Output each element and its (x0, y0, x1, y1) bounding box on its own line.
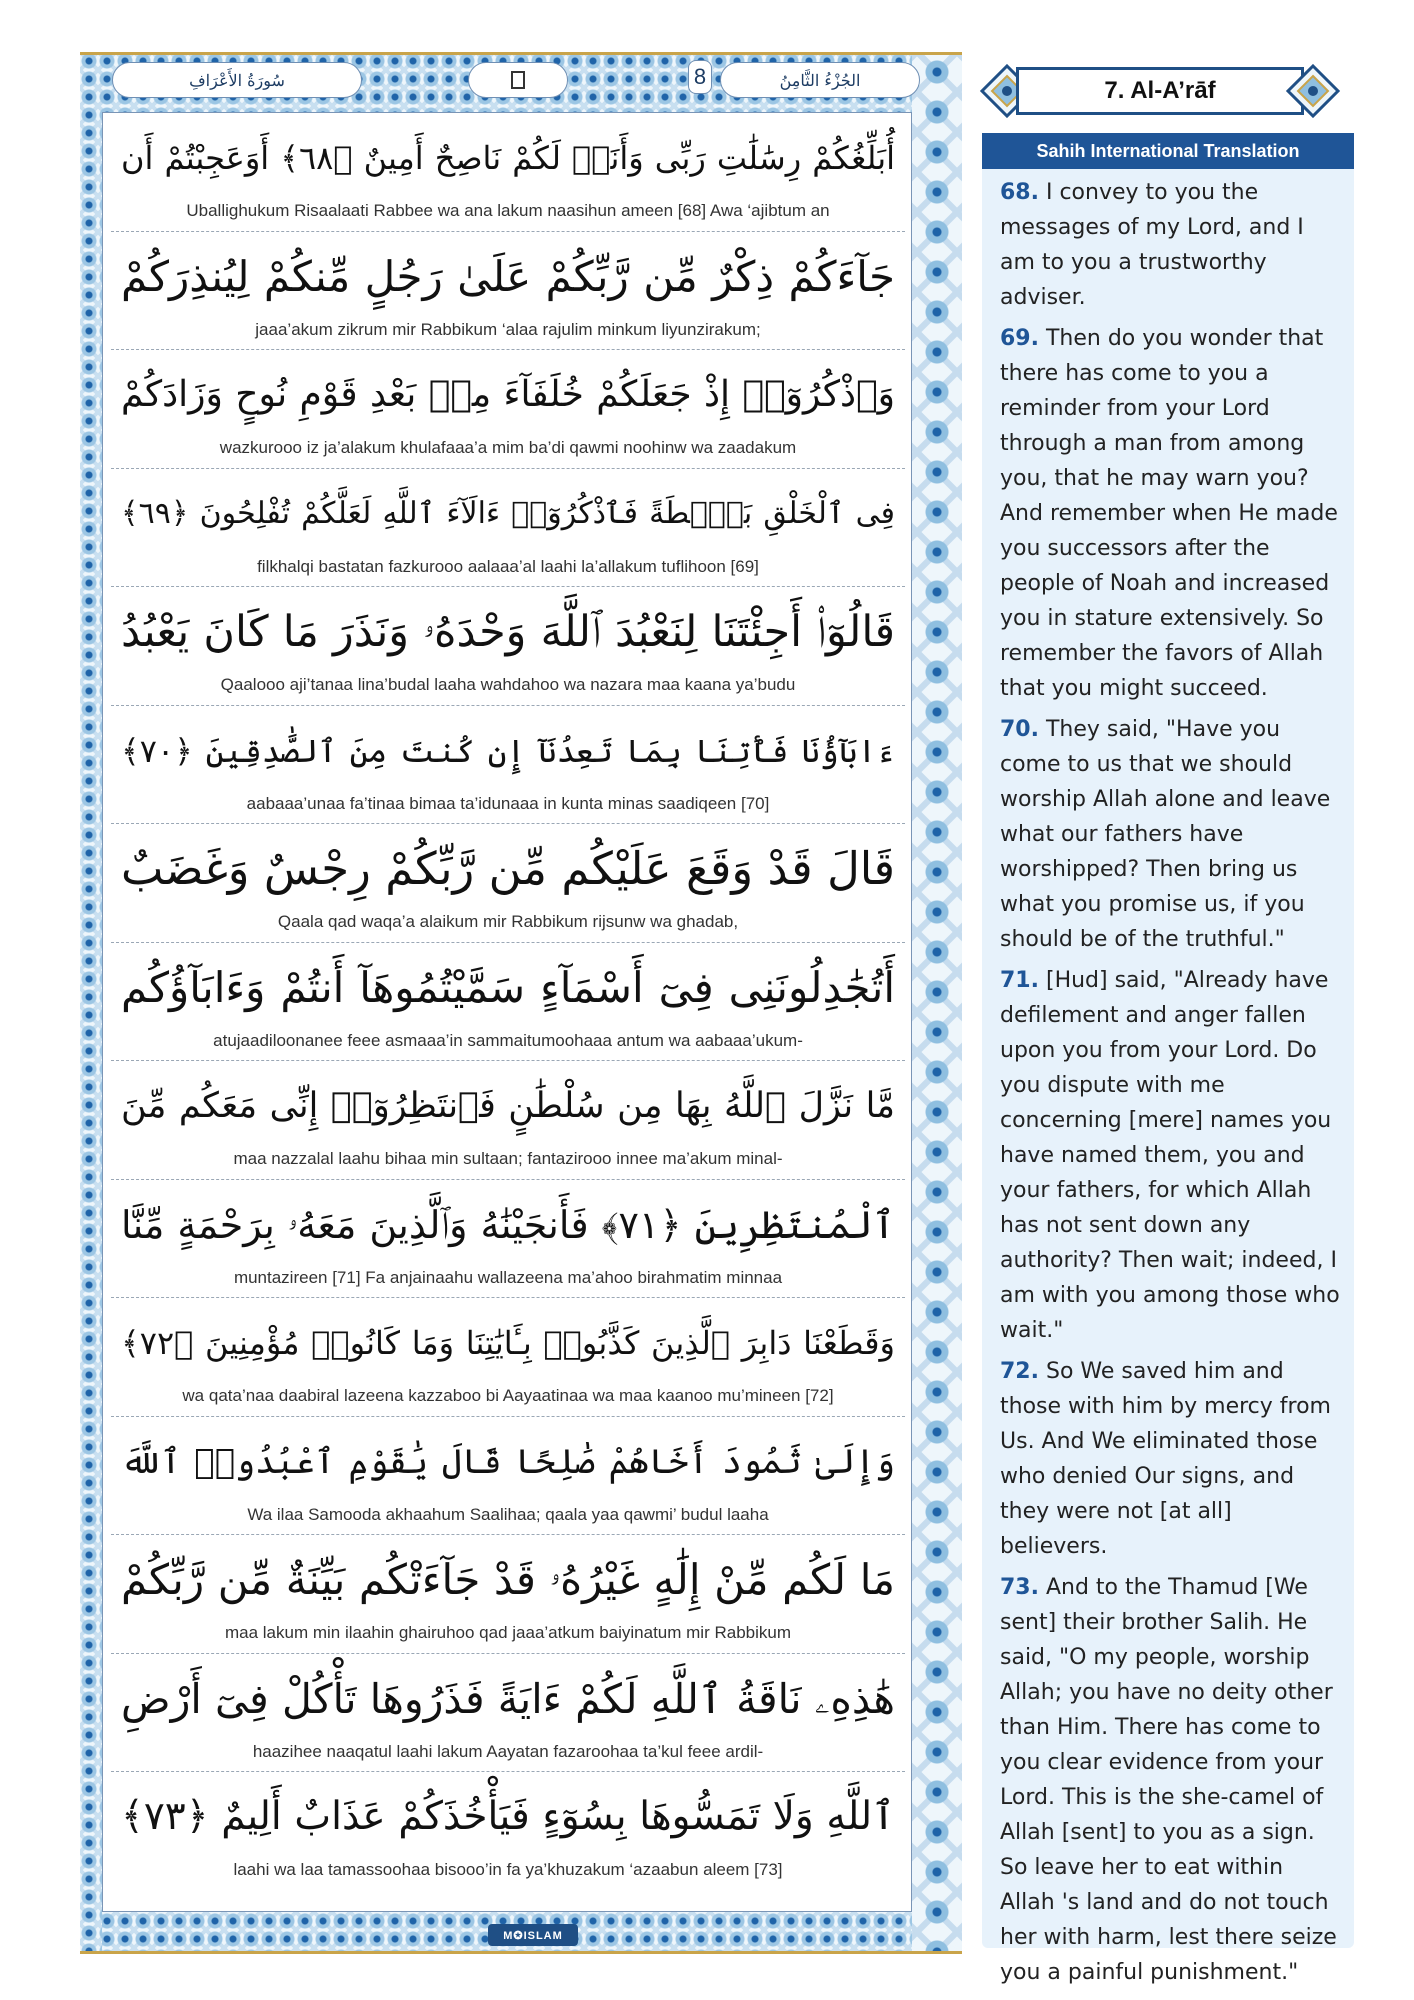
translation-body (982, 169, 1354, 1990)
verse-line (103, 232, 913, 351)
text-area (102, 112, 912, 1912)
arabic-line: ءَابَآؤُنَا فَأْتِنَا بِمَا تَعِدُنَآ إِن كُنتَ مِنَ ٱلصَّٰدِقِينَ ﴿٧٠﴾ (121, 731, 895, 770)
verse-number: 70. (1000, 717, 1039, 742)
transliteration-line: atujaadiloonanee feee asmaaa’in sammaitumoohaaa antum wa aabaaa’ukum- (213, 1030, 803, 1050)
transliteration-line: laahi wa laa tamassoohaa bisooo’in fa ya’khuzakum ‘azaabun aleem [73] (233, 1860, 783, 1879)
juz-label: الجُزْءُ الثَّامِنُ (720, 62, 920, 98)
verse-line (103, 1298, 913, 1417)
gold-rule (80, 1951, 962, 1954)
arabic-line: ٱللَّهِ وَلَا تَمَسُّوهَا بِسُوٓءٍ فَيَأْخُذَكُمْ عَذَابٌ أَلِيمٌ ﴿٧٣﴾ (121, 1794, 895, 1839)
arabic-line: مَا لَكُم مِّنْ إِلَٰهٍ غَيْرُهُۥ قَدْ جَآءَتْكُم بَيِّنَةٌ مِّن رَّبِّكُمْ (121, 1555, 895, 1604)
verse-number: 68. (1000, 180, 1039, 205)
ornament-right-icon (1286, 64, 1340, 118)
translation-header: Sahih International Translation (982, 133, 1354, 169)
verse-number: 69. (1000, 326, 1039, 351)
transliteration-line: maa nazzalal laahu bihaa min sultaan; fantazirooo innee ma’akum minal- (233, 1149, 783, 1168)
verse-line (103, 706, 913, 825)
arabic-line: ٱلْمُنتَظِرِينَ ﴿٧١﴾ فَأَنجَيْنَٰهُ وَٱلَّذِينَ مَعَهُۥ بِرَحْمَةٍ مِّنَّا (121, 1202, 895, 1247)
verse-translation (1000, 1570, 1342, 1990)
verse-line (103, 1654, 913, 1773)
verse-line (103, 1772, 913, 1891)
verse-text: Then do you wonder that there has come to you a reminder from your Lord through a man from among you, that he may warn you? And remember when He made you successors after the people of Noah and increased you in stature extensively. So remember the favors of Allah that you might succeed. (1000, 326, 1338, 701)
verse-text: So We saved him and those with him by mercy from Us. And We eliminated those who denied Our signs, and they were not [at all] believers. (1000, 1359, 1331, 1559)
arabic-line: أُبَلِّغُكُمْ رِسَٰلَٰتِ رَبِّى وَأَنَا۠ لَكُمْ نَاصِحٌ أَمِينٌ ﴿٦٨﴾ أَوَعَجِبْتُمْ أَن (121, 139, 895, 177)
transliteration-line: Uballighukum Risaalaati Rabbee wa ana lakum naasihun ameen [68] Awa ‘ajibtum an (186, 201, 830, 220)
square-icon (511, 71, 525, 89)
translation-panel (982, 133, 1354, 1985)
verse-line (103, 469, 913, 588)
verse-line (103, 587, 913, 706)
arabic-line: فِى ٱلْخَلْقِ بَصْۜطَةً فَٱذْكُرُوٓا۟ ءَالَآءَ ٱللَّهِ لَعَلَّكُمْ تُفْلِحُونَ ﴿٦٩﴾ (121, 495, 895, 531)
bookmark-box[interactable] (468, 62, 568, 98)
verse-translation (1000, 321, 1342, 706)
transliteration-line: maa lakum min ilaahin ghairuhoo qad jaaa’atkum baiyinatum mir Rabbikum (224, 1623, 791, 1642)
mushaf-page (80, 52, 962, 1954)
verse-text: [Hud] said, "Already have defilement and anger fallen upon you from your Lord. Do you dispute with me concerning [mere] names you have named them, you and your fathers, for which Allah has not sent down any authority? Then wait; indeed, I am with you among those who wait." (1000, 968, 1340, 1343)
verse-line (103, 1061, 913, 1180)
arabic-line: وَإِلَىٰ ثَمُودَ أَخَاهُمْ صَٰلِحًا قَالَ يَٰقَوْمِ ٱعْبُدُوا۟ ٱللَّهَ (121, 1441, 895, 1482)
arabic-line: وَقَطَعْنَا دَابِرَ ٱلَّذِينَ كَذَّبُوا۟ بِـَٔايَٰتِنَا وَمَا كَانُوا۟ مُؤْمِنِينَ ﴿٧٢﴾ (121, 1324, 895, 1362)
verse-line (103, 1417, 913, 1536)
arabic-line: هَٰذِهِۦ نَاقَةُ ٱللَّهِ لَكُمْ ءَايَةً فَذَرُوهَا تَأْكُلْ فِىٓ أَرْضِ (121, 1674, 895, 1723)
transliteration-line: wazkurooo iz ja’alakum khulafaaa’a mim ba’di qawmi noohinw wa zaadakum (219, 438, 797, 457)
ornamental-border-left (80, 52, 102, 1954)
verse-line (103, 1180, 913, 1299)
arabic-line: قَالُوٓا۟ أَجِئْتَنَا لِنَعْبُدَ ٱللَّهَ وَحْدَهُۥ وَنَذَرَ مَا كَانَ يَعْبُدُ (121, 607, 895, 657)
gold-rule (80, 52, 962, 55)
arabic-line: وَٱذْكُرُوٓا۟ إِذْ جَعَلَكُمْ خُلَفَآءَ مِنۢ بَعْدِ قَوْمِ نُوحٍ وَزَادَكُمْ (121, 374, 895, 415)
surah-name-label: سُورَةُ الأَعْرَافِ (112, 62, 362, 98)
ornamental-border-right (912, 52, 962, 1954)
page-number: 8 (688, 60, 712, 94)
muslim-logo: M✪ISLAM (488, 1924, 578, 1946)
verse-line (103, 943, 913, 1062)
arabic-line: مَّا نَزَّلَ ٱللَّهُ بِهَا مِن سُلْطَٰنٍ فَٱنتَظِرُوٓا۟ إِنِّى مَعَكُم مِّنَ (121, 1086, 895, 1126)
surah-title-cartouche (980, 58, 1340, 124)
verse-number: 71. (1000, 968, 1039, 993)
verse-text: I convey to you the messages of my Lord, and I am to you a trustworthy adviser. (1000, 180, 1304, 310)
transliteration-line: Qaalooo aji’tanaa lina’budal laaha wahdahoo wa nazara maa kaana ya’budu (220, 675, 796, 694)
transliteration-line: Wa ilaa Samooda akhaahum Saalihaa; qaala yaa qawmi’ budul laaha (247, 1504, 769, 1524)
verse-text: They said, "Have you come to us that we should worship Allah alone and leave what our fathers have worshipped? Then bring us what you promise us, if you should be of the truthful." (1000, 717, 1331, 952)
transliteration-line: filkhalqi bastatan fazkurooo aalaaa’al laahi la’allakum tuflihoon [69] (257, 556, 759, 576)
surah-title: 7. Al-A’rāf (1016, 67, 1304, 115)
verse-line (103, 350, 913, 469)
verse-translation (1000, 712, 1342, 957)
transliteration-line: jaaa’akum zikrum mir Rabbikum ‘alaa rajulim minkum liyunzirakum; (255, 319, 761, 339)
verse-line (103, 1535, 913, 1654)
arabic-line: أَتُجَٰدِلُونَنِى فِىٓ أَسْمَآءٍ سَمَّيْتُمُوهَآ أَنتُمْ وَءَابَآؤُكُم (121, 962, 895, 1012)
verse-text: And to the Thamud [We sent] their brother Salih. He said, "O my people, worship Allah; you have no deity other than Him. There has come to you clear evidence from your Lord. This is the she-camel of Allah [sent] to you as a sign. So leave her to eat within Allah 's land and do not touch her with harm, lest there seize you a painful punishment." (1000, 1575, 1337, 1985)
verse-translation (1000, 1354, 1342, 1564)
verse-line (103, 113, 913, 232)
verse-translation (1000, 175, 1342, 315)
transliteration-line: wa qata’naa daabiral lazeena kazzaboo bi Aayaatinaa wa maa kaanoo mu’mineen [72] (182, 1386, 834, 1405)
transliteration-line: haazihee naaqatul laahi lakum Aayatan fazaroohaa ta’kul feee ardil- (252, 1741, 764, 1761)
transliteration-line: aabaaa’unaa fa’tinaa bimaa ta’idunaaa in kunta minas saadiqeen [70] (246, 793, 770, 813)
verse-line (103, 824, 913, 943)
arabic-line: قَالَ قَدْ وَقَعَ عَلَيْكُم مِّن رَّبِّكُمْ رِجْسٌ وَغَضَبٌ (121, 842, 895, 895)
verse-number: 73. (1000, 1575, 1039, 1600)
transliteration-line: Qaala qad waqa’a alaikum mir Rabbikum rijsunw wa ghadab, (277, 912, 739, 931)
arabic-line: جَآءَكُمْ ذِكْرٌ مِّن رَّبِّكُمْ عَلَىٰ رَجُلٍ مِّنكُمْ لِيُنذِرَكُمْ (121, 251, 895, 301)
verse-number: 72. (1000, 1359, 1039, 1384)
transliteration-line: muntazireen [71] Fa anjainaahu wallazeena ma’ahoo birahmatim minnaa (233, 1267, 783, 1287)
verse-translation (1000, 963, 1342, 1348)
